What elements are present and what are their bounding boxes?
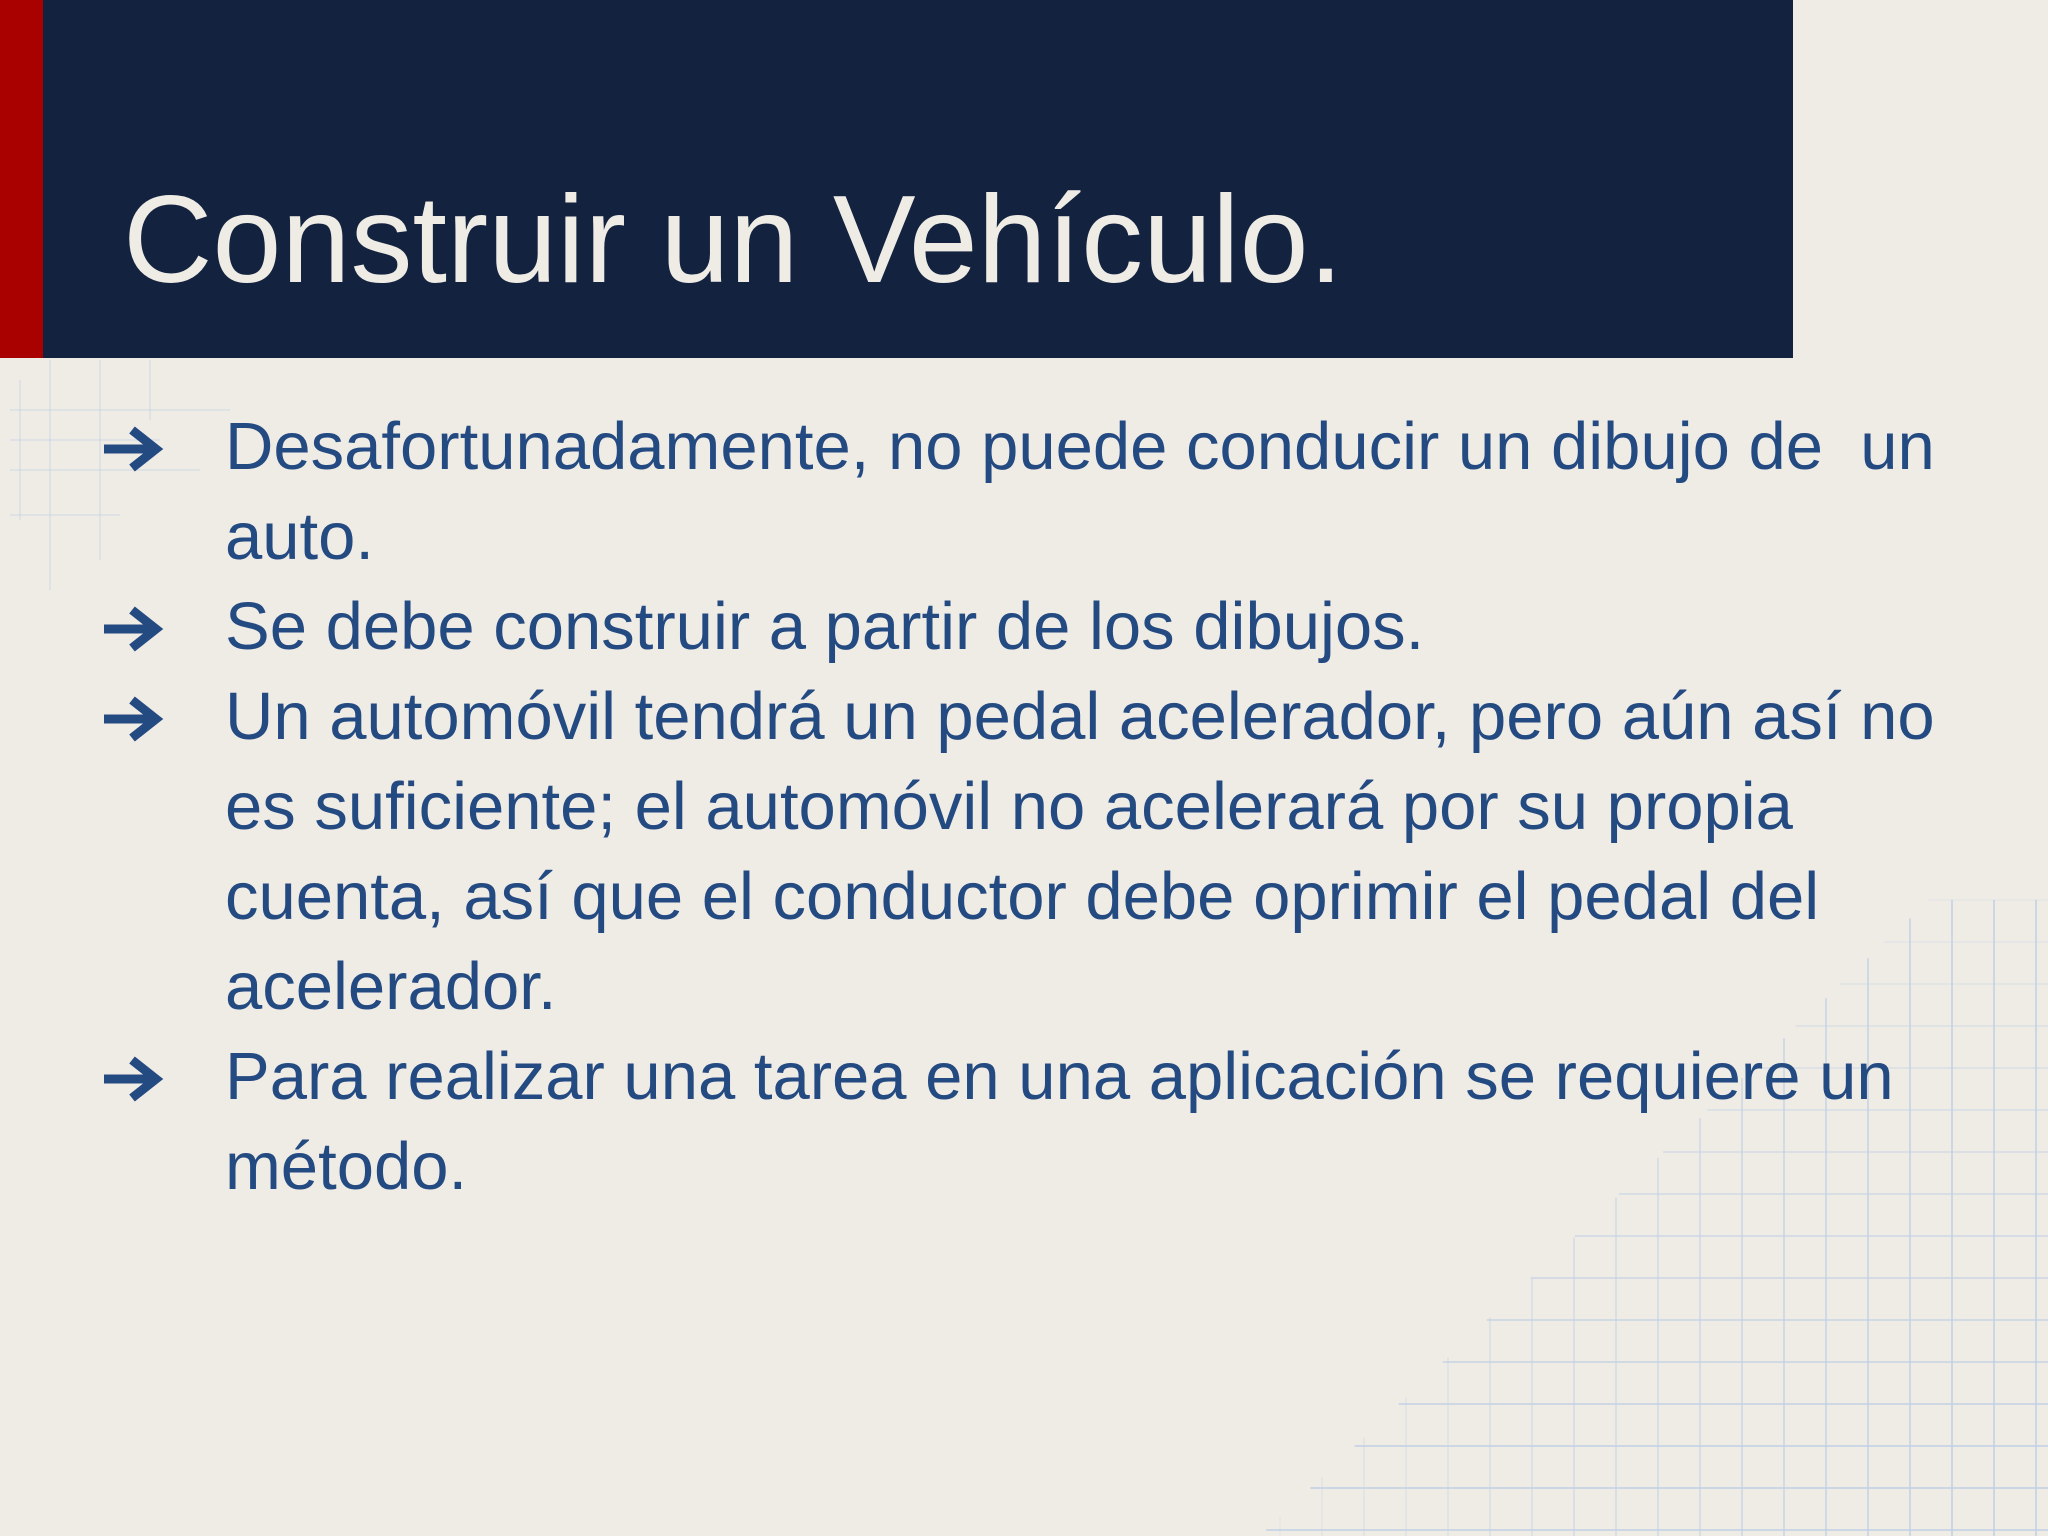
bullet-text: Desafortunadamente, no puede conducir un dibujo de un auto. [225,409,1954,574]
bullet-text: Un automóvil tendrá un pedal acelerador, pero aún así no es suficiente; el automóvil no acelerará por su propia cuenta, así que el conductor debe oprimir el pedal del acelerador. [225,679,1954,1024]
bullet-text: Para realizar una tarea en una aplicación se requiere un método. [225,1039,1913,1204]
slide-title: Construir un Vehículo. [123,171,1344,309]
accent-red-bar [0,0,43,358]
right-arrow-icon [100,1054,172,1104]
right-arrow-icon [100,424,172,474]
right-arrow-icon [100,604,172,654]
bullet-text: Se debe construir a partir de los dibujos. [225,589,1425,664]
right-arrow-icon [100,694,172,744]
